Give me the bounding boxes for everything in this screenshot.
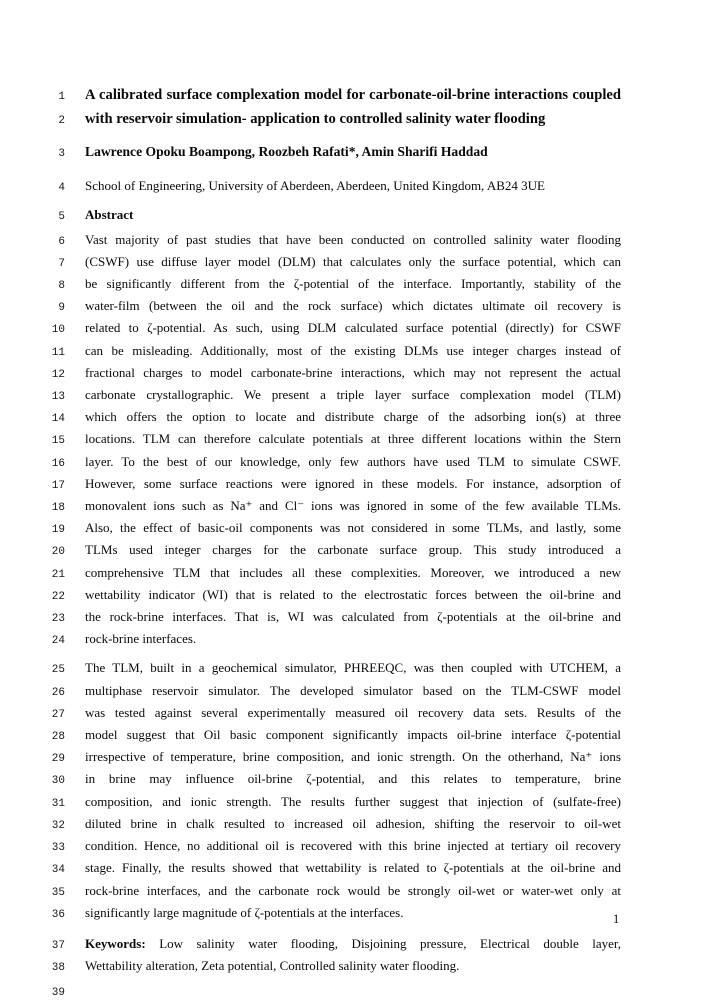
line-text-content: Lawrence Opoku Boampong, Roozbeh Rafati*, Amin Sharifi Haddad: [85, 144, 488, 159]
manuscript-line: [0, 252, 707, 274]
manuscript-line: [0, 108, 707, 132]
line-text: [85, 318, 621, 337]
line-number: 35: [51, 886, 65, 899]
line-text-content: Vast majority of past studies that have been conducted on controlled salinity water flooding: [85, 231, 621, 247]
line-text-content: irrespective of temperature, brine composition, and ionic strength. On the otherhand, Na⁺ ions: [85, 749, 621, 765]
line-number: 10: [51, 324, 65, 337]
line-number: 28: [51, 731, 65, 744]
manuscript-line: [0, 769, 707, 791]
line-text: [85, 814, 621, 833]
manuscript-line: [0, 518, 707, 540]
line-text-content: TLMs used integer charges for the carbonate surface group. This study introduced a: [85, 542, 621, 558]
line-text: [85, 629, 621, 648]
line-text: [85, 585, 621, 604]
line-text: [85, 429, 621, 448]
line-number: 36: [51, 908, 65, 921]
line-number: 13: [51, 391, 65, 404]
line-text: [85, 769, 621, 788]
line-text-content: Also, the effect of basic-oil components was not considered in some TLMs, and lastly, some: [85, 520, 621, 536]
line-text-content: stage. Finally, the results showed that wettability is related to ζ-potentials at the oil-brine and: [85, 860, 621, 876]
manuscript-line: [0, 429, 707, 451]
line-text: [85, 496, 621, 515]
line-text-content: water-film (between the oil and the rock surface) which dictates ultimate oil recovery is: [85, 298, 621, 314]
line-text: [85, 903, 621, 922]
manuscript-line: [0, 230, 707, 252]
manuscript-line: [0, 814, 707, 836]
line-number: 26: [51, 686, 65, 699]
line-text-content: significantly large magnitude of ζ-potentials at the interfaces.: [85, 904, 404, 920]
line-text: [85, 474, 621, 493]
manuscript-line: [0, 296, 707, 318]
line-number: 15: [51, 435, 65, 448]
line-number: 27: [51, 708, 65, 721]
line-text: [85, 108, 621, 130]
line-text-content: School of Engineering, University of Aberdeen, Aberdeen, United Kingdom, AB24 3UE: [85, 178, 545, 194]
manuscript-line: [0, 563, 707, 585]
manuscript-line: [0, 474, 707, 496]
line-number: 23: [51, 613, 65, 626]
line-number: 34: [51, 864, 65, 877]
line-text: [85, 252, 621, 271]
line-text: [85, 363, 621, 382]
line-text-content: rock-brine interfaces.: [85, 631, 197, 647]
line-text-content: layer. To the best of our knowledge, only few authors have used TLM to simulate CSWF.: [85, 453, 621, 469]
line-number: 21: [51, 568, 65, 581]
line-text-content: multiphase reservoir simulator. The developed simulator based on the TLM-CSWF model: [85, 682, 621, 698]
manuscript-line: [0, 142, 707, 164]
manuscript-line: [0, 607, 707, 629]
line-number: 29: [51, 753, 65, 766]
line-text: [85, 176, 621, 195]
line-text-content: be significantly different from the ζ-potential of the interface. Importantly, stability of the: [85, 276, 621, 292]
line-number: 25: [51, 664, 65, 677]
line-text: [85, 518, 621, 537]
manuscript-line: [0, 934, 707, 956]
manuscript-line: [0, 496, 707, 518]
manuscript-line: [0, 84, 707, 108]
line-text: [85, 836, 621, 855]
line-text-content: rock-brine interfaces, and the carbonate rock would be strongly oil-wet or water-wet only at: [85, 882, 621, 898]
line-number: 24: [51, 635, 65, 648]
manuscript-line: [0, 858, 707, 880]
line-text-content: wettability indicator (WI) that is related to the electrostatic forces between the oil-brine and: [85, 586, 621, 602]
line-text-content: Abstract: [85, 207, 134, 223]
line-number: 14: [51, 413, 65, 426]
manuscript-line: [0, 881, 707, 903]
manuscript-line: [0, 363, 707, 385]
line-number: 3: [58, 148, 65, 160]
line-text-content: related to ζ-potential. As such, using DLM calculated surface potential (directly) for CSWF: [85, 320, 621, 336]
line-text: [85, 385, 621, 404]
manuscript-text-block: [0, 84, 707, 1000]
line-number: 20: [51, 546, 65, 559]
manuscript-line: [0, 385, 707, 407]
line-text: [85, 703, 621, 722]
line-text: [85, 230, 621, 249]
manuscript-line: [0, 407, 707, 429]
line-number: 4: [58, 182, 65, 195]
line-text: [85, 540, 621, 559]
manuscript-line: [0, 274, 707, 296]
line-text-content: locations. TLM can therefore calculate potentials at three different locations within the Stern: [85, 431, 621, 447]
manuscript-line: [0, 318, 707, 340]
line-text-content: the rock-brine interfaces. That is, WI was calculated from ζ-potentials at the oil-brine and: [85, 609, 621, 625]
line-number: 39: [51, 987, 65, 1000]
line-number: 33: [51, 842, 65, 855]
manuscript-line: [0, 341, 707, 363]
line-text: [85, 607, 621, 626]
line-text: [85, 205, 621, 224]
line-text: [85, 858, 621, 877]
line-text-content: condition. Hence, no additional oil is recovered with this brine injected at tertiary oil recovery: [85, 838, 621, 854]
line-number: 6: [58, 235, 65, 248]
manuscript-line: [0, 540, 707, 562]
line-number: 38: [51, 962, 65, 975]
line-number: 12: [51, 368, 65, 381]
manuscript-line: [0, 747, 707, 769]
line-text-content: Wettability alteration, Zeta potential, Controlled salinity water flooding.: [85, 958, 460, 974]
page-number: 1: [613, 912, 620, 926]
manuscript-line: [0, 984, 707, 1000]
manuscript-line: [0, 176, 707, 198]
line-number: 30: [51, 775, 65, 788]
line-number: 8: [58, 280, 65, 293]
line-text-content: A calibrated surface complexation model for carbonate-oil-brine interactions coupled: [85, 87, 621, 103]
line-text-content: comprehensive TLM that includes all these complexities. Moreover, we introduced a new: [85, 564, 621, 580]
line-number: 22: [51, 590, 65, 603]
line-text: [85, 956, 621, 975]
manuscript-line: [0, 205, 707, 227]
line-text: [85, 658, 621, 677]
line-text-content: diluted brine in chalk resulted to increased oil adhesion, shifting the reservoir to oil-wet: [85, 815, 621, 831]
manuscript-line: [0, 452, 707, 474]
manuscript-line: [0, 956, 707, 978]
line-text-content: in brine may influence oil-brine ζ-potential, and this relates to temperature, brine: [85, 771, 621, 787]
line-text: [85, 725, 621, 744]
line-text-content: was tested against several experimentally measured oil recovery data sets. Results of the: [85, 704, 621, 720]
line-number: 1: [58, 91, 65, 103]
manuscript-line: [0, 836, 707, 858]
line-text: [85, 881, 621, 900]
manuscript-line: [0, 903, 707, 925]
manuscript-line: [0, 725, 707, 747]
line-text: [85, 681, 621, 700]
manuscript-line: [0, 681, 707, 703]
line-number: 37: [51, 939, 65, 952]
line-text: [85, 274, 621, 293]
line-number: 2: [58, 115, 65, 127]
line-text-content: model suggest that Oil basic component significantly impacts oil-brine interface ζ-potential: [85, 727, 621, 743]
line-text: [85, 747, 621, 766]
line-text-content: The TLM, built in a geochemical simulator, PHREEQC, was then coupled with UTCHEM, a: [85, 660, 621, 676]
line-number: 7: [58, 257, 65, 270]
line-number: 17: [51, 479, 65, 492]
line-number: 31: [51, 797, 65, 810]
line-text-content: can be misleading. Additionally, most of the existing DLMs use integer charges instead of: [85, 342, 621, 358]
line-text-content: Low salinity water flooding, Disjoining pressure, Electrical double layer,: [145, 935, 621, 951]
line-text-content: composition, and ionic strength. The results further suggest that injection of (sulfate-free): [85, 793, 621, 809]
line-text-content: carbonate crystallographic. We present a triple layer surface complexation model (TLM): [85, 387, 621, 403]
line-number: 16: [51, 457, 65, 470]
line-text: [85, 407, 621, 426]
line-text: [85, 563, 621, 582]
line-text: [85, 142, 621, 161]
line-text-content: which offers the option to locate and distribute charge of the adsorbing ion(s) at three: [85, 409, 621, 425]
line-number: 32: [51, 819, 65, 832]
line-text: [85, 792, 621, 811]
manuscript-line: [0, 658, 707, 680]
line-number: 11: [51, 346, 65, 359]
line-number: 18: [51, 502, 65, 515]
line-number: 9: [58, 302, 65, 315]
line-text: [85, 341, 621, 360]
manuscript-line: [0, 585, 707, 607]
manuscript-line: [0, 629, 707, 651]
line-text: [85, 296, 621, 315]
line-text-content: However, some surface reactions were ignored in these models. For instance, adsorption of: [85, 475, 621, 491]
line-number: 5: [58, 211, 65, 224]
line-text-content: with reservoir simulation- application to controlled salinity water flooding: [85, 111, 546, 127]
line-number: 19: [51, 524, 65, 537]
line-text-content: fractional charges to model carbonate-brine interactions, which may not represent the actual: [85, 364, 621, 380]
line-text: [85, 452, 621, 471]
line-text-content: (CSWF) use diffuse layer model (DLM) that calculates only the surface potential, which can: [85, 253, 621, 269]
keywords-label: Keywords:: [85, 935, 146, 951]
line-text-content: monovalent ions such as Na⁺ and Cl⁻ ions was ignored in some of the few available TLMs.: [85, 498, 621, 514]
line-text: [85, 934, 621, 953]
line-text: [85, 84, 621, 106]
manuscript-line: [0, 792, 707, 814]
manuscript-line: [0, 703, 707, 725]
